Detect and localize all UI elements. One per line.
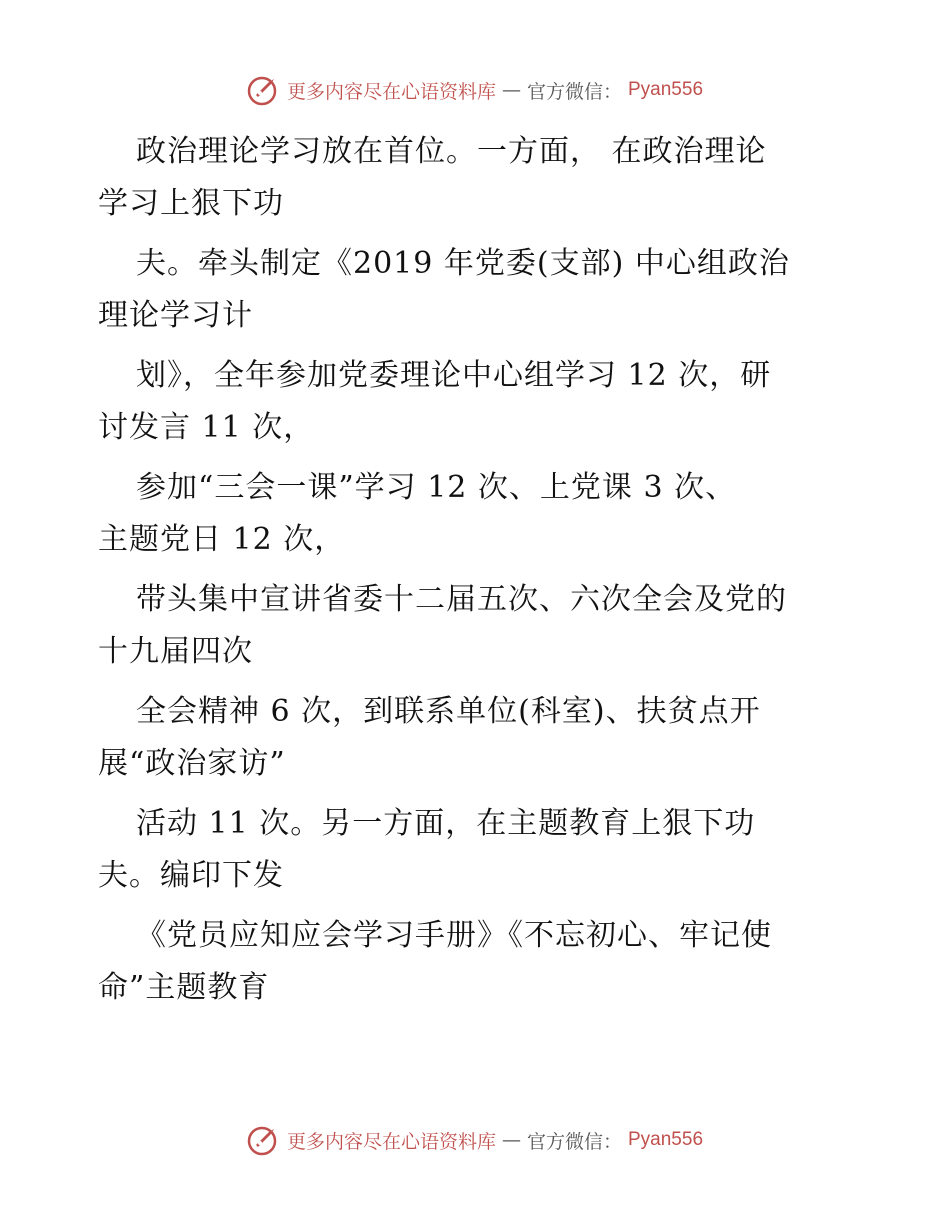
paragraph-line: 活动 11 次。另一方面，在主题教育上狠下功 — [136, 806, 756, 841]
paragraph-line: 理论学习计 — [98, 298, 253, 333]
paragraph-line: 划》，全年参加党委理论中心组学习 12 次，研 — [136, 358, 772, 393]
paragraph — [98, 462, 858, 566]
paragraph — [98, 238, 858, 342]
paragraph — [98, 574, 858, 678]
pen-nib-circle-icon — [247, 1123, 281, 1157]
watermark-official-label: 官方微信： — [526, 80, 622, 103]
paragraph-line: 夫。牵头制定《2019 年党委(支部) 中心组政治 — [136, 246, 790, 281]
paragraph — [98, 126, 858, 230]
document-body — [98, 126, 858, 1022]
paragraph — [98, 910, 858, 1014]
paragraph-line: 全会精神 6 次，到联系单位(科室)、扶贫点开 — [136, 694, 761, 729]
paragraph-line: 《党员应知应会学习手册》《不忘初心、牢记使 — [136, 918, 772, 953]
paragraph-line: 十九届四次 — [98, 634, 253, 669]
watermark-brand: 更多内容尽在心语资料库 — [286, 80, 496, 103]
paragraph-line: 学习上狠下功 — [98, 186, 284, 221]
paragraph-line: 夫。编印下发 — [98, 858, 284, 893]
paragraph-line: 讨发言 11 次， — [98, 410, 315, 445]
pen-nib-circle-icon — [247, 73, 281, 107]
watermark-account: Pyan556 — [628, 79, 704, 100]
paragraph — [98, 686, 858, 790]
watermark-footer — [0, 1120, 950, 1160]
watermark-separator: — — [501, 1129, 521, 1151]
watermark-header — [0, 70, 950, 110]
paragraph-line: 带头集中宣讲省委十二届五次、六次全会及党的 — [136, 582, 787, 617]
watermark-account: Pyan556 — [628, 1129, 704, 1150]
paragraph-line: 命”主题教育 — [98, 970, 270, 1005]
paragraph-line: 展“政治家访” — [98, 746, 286, 781]
paragraph-line: 主题党日 12 次， — [98, 522, 346, 557]
paragraph-line: 政治理论学习放在首位。一方面， 在政治理论 — [136, 134, 767, 169]
watermark-separator: — — [501, 79, 521, 101]
watermark-brand: 更多内容尽在心语资料库 — [286, 1130, 496, 1153]
watermark-official-label: 官方微信： — [526, 1130, 622, 1153]
paragraph — [98, 798, 858, 902]
paragraph — [98, 350, 858, 454]
paragraph-line: 参加“三会一课”学习 12 次、上党课 3 次、 — [136, 470, 737, 505]
